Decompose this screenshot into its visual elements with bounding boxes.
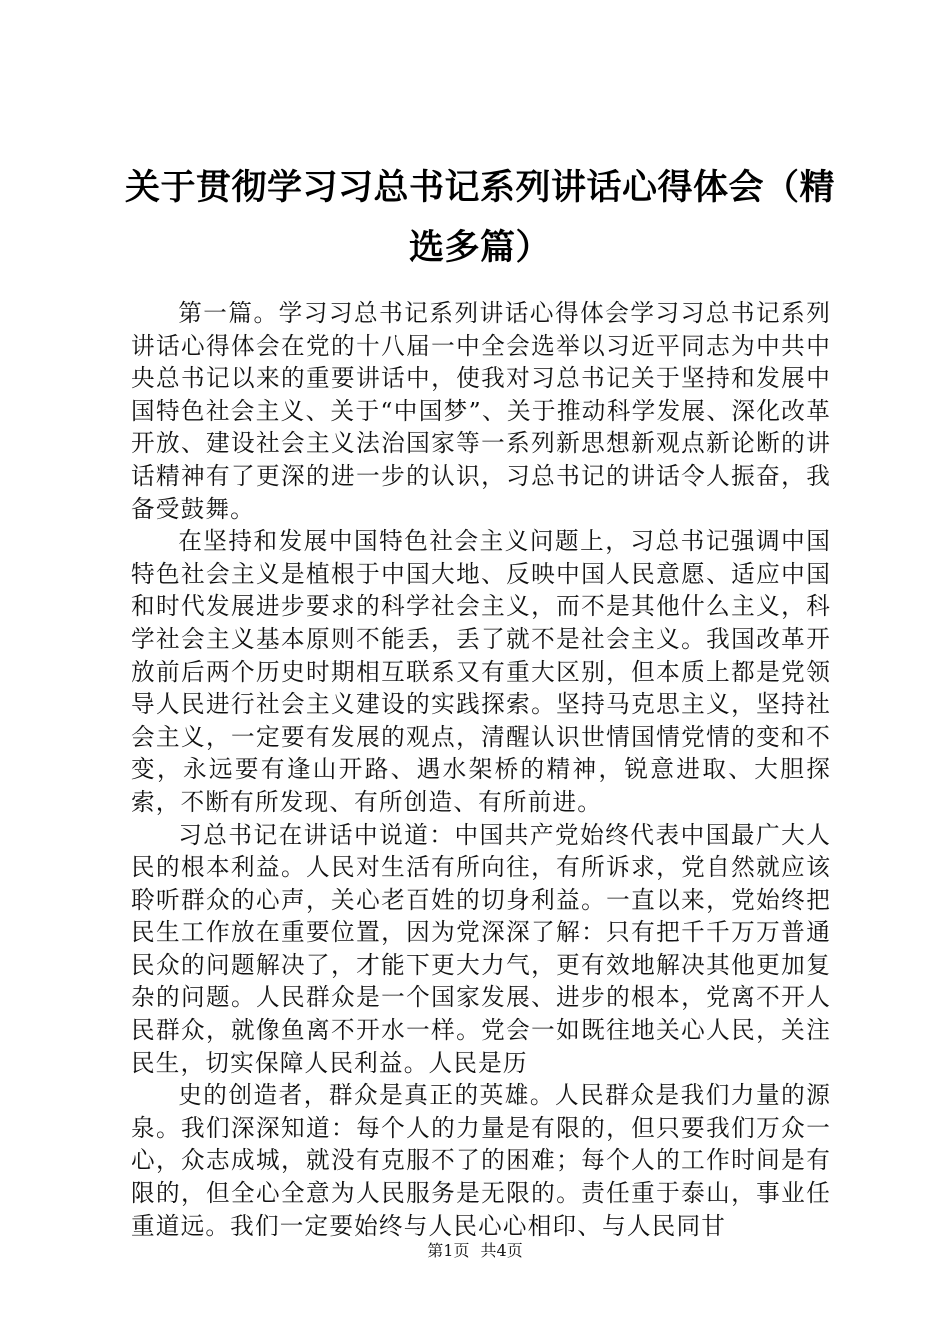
paragraph-3: 习总书记在讲话中说道：中国共产党始终代表中国最广大人民的根本利益。人民对生活有所向往，有所诉求，党自然就应该聆听群众的心声，关心老百姓的切身利益。一直以来，党始终把民生工作放在重要位置，因为党深深了解：只有把千千万万普通民众的问题解决了，才能下更大力气，更有效地解决其他更加复杂的问题。人民群众是一个国家发展、进步的根本，党离不开人民群众，就像鱼离不开水一样。党会一如既往地关心人民，关注民生，切实保障人民利益。人民是历 [131, 820, 831, 1077]
document-body [131, 297, 831, 1242]
document-title: 关于贯彻学习习总书记系列讲话心得体会（精选多篇） [124, 168, 835, 268]
paragraph-1: 第一篇。学习习总书记系列讲话心得体会学习习总书记系列讲话心得体会在党的十八届一中全会选举以习近平同志为中共中央总书记以来的重要讲话中，使我对习总书记关于坚持和发展中国特色社会主义、关于“中国梦”、关于推动科学发展、深化改革开放、建设社会主义法治国家等一系列新思想新观点新论断的讲话精神有了更深的进一步的认识，习总书记的讲话令人振奋，我备受鼓舞。 [131, 299, 831, 523]
paragraph-2: 在坚持和发展中国特色社会主义问题上，习总书记强调中国特色社会主义是植根于中国大地、反映中国人民意愿、适应中国和时代发展进步要求的科学社会主义，而不是其他什么主义，科学社会主义基本原则不能丢，丢了就不是社会主义。我国改革开放前后两个历史时期相互联系又有重大区别，但本质上都是党领导人民进行社会主义建设的实践探索。坚持马克思主义，坚持社会主义，一定要有发展的观点，清醒认识世情国情党情的变和不变，永远要有逢山开路、遇水架桥的精神，锐意进取、大胆探索，不断有所发现、有所创造、有所前进。 [131, 527, 831, 816]
page-total: 共4页 [480, 1241, 523, 1260]
page-number: 第1页 [427, 1241, 470, 1260]
page-footer [0, 1241, 950, 1261]
paragraph-4: 史的创造者，群众是真正的英雄。人民群众是我们力量的源泉。我们深深知道：每个人的力量是有限的，但只要我们万众一心，众志成城，就没有克服不了的困难；每个人的工作时间是有限的，但全心全意为人民服务是无限的。责任重于泰山，事业任重道远。我们一定要始终与人民心心相印、与人民同甘 [131, 1081, 831, 1240]
